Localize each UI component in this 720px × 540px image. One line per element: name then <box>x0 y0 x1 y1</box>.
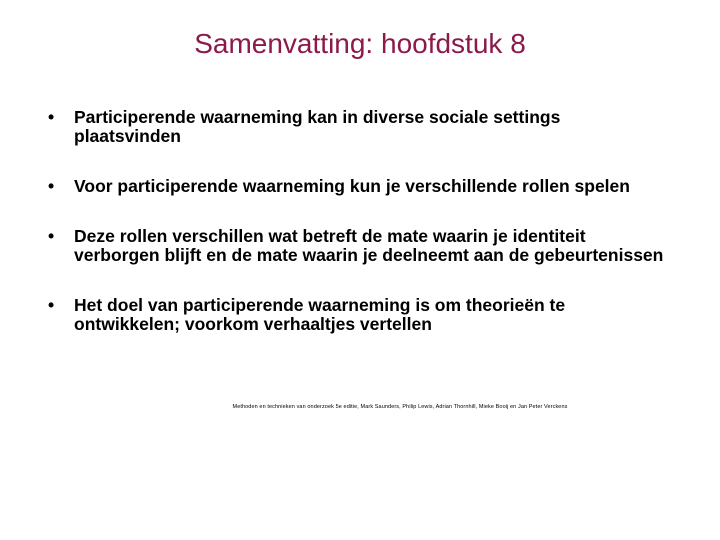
slide-title: Samenvatting: hoofdstuk 8 <box>194 28 526 59</box>
bullet-text: Voor participerende waarneming kun je verschillende rollen spelen <box>74 176 630 196</box>
footer-citation: Methoden en technieken van onderzoek 5e editie, Mark Saunders, Philip Lewis, Adrian Thornhill, Mieke Booij en Jan Peter Verckens <box>232 404 568 410</box>
bullet-text: Deze rollen verschillen wat betreft de mate waarin je identiteit verborgen blijft en de mate waarin je deelneemt aan de gebeurtenissen <box>74 226 664 265</box>
bullet-item <box>48 296 668 334</box>
bullet-marker: • <box>48 176 55 196</box>
bullet-marker: • <box>48 295 55 315</box>
bullet-item <box>48 177 668 196</box>
bullet-text: Het doel van participerende waarneming is om theorieën te ontwikkelen; voorkom verhaaltjes vertellen <box>74 295 566 334</box>
bullet-item <box>48 227 668 265</box>
bullet-item <box>48 108 668 146</box>
bullet-list <box>48 108 668 334</box>
bullet-text: Participerende waarneming kan in diverse sociale settings plaatsvinden <box>74 107 561 146</box>
bullet-marker: • <box>48 107 55 127</box>
bullet-marker: • <box>48 226 55 246</box>
